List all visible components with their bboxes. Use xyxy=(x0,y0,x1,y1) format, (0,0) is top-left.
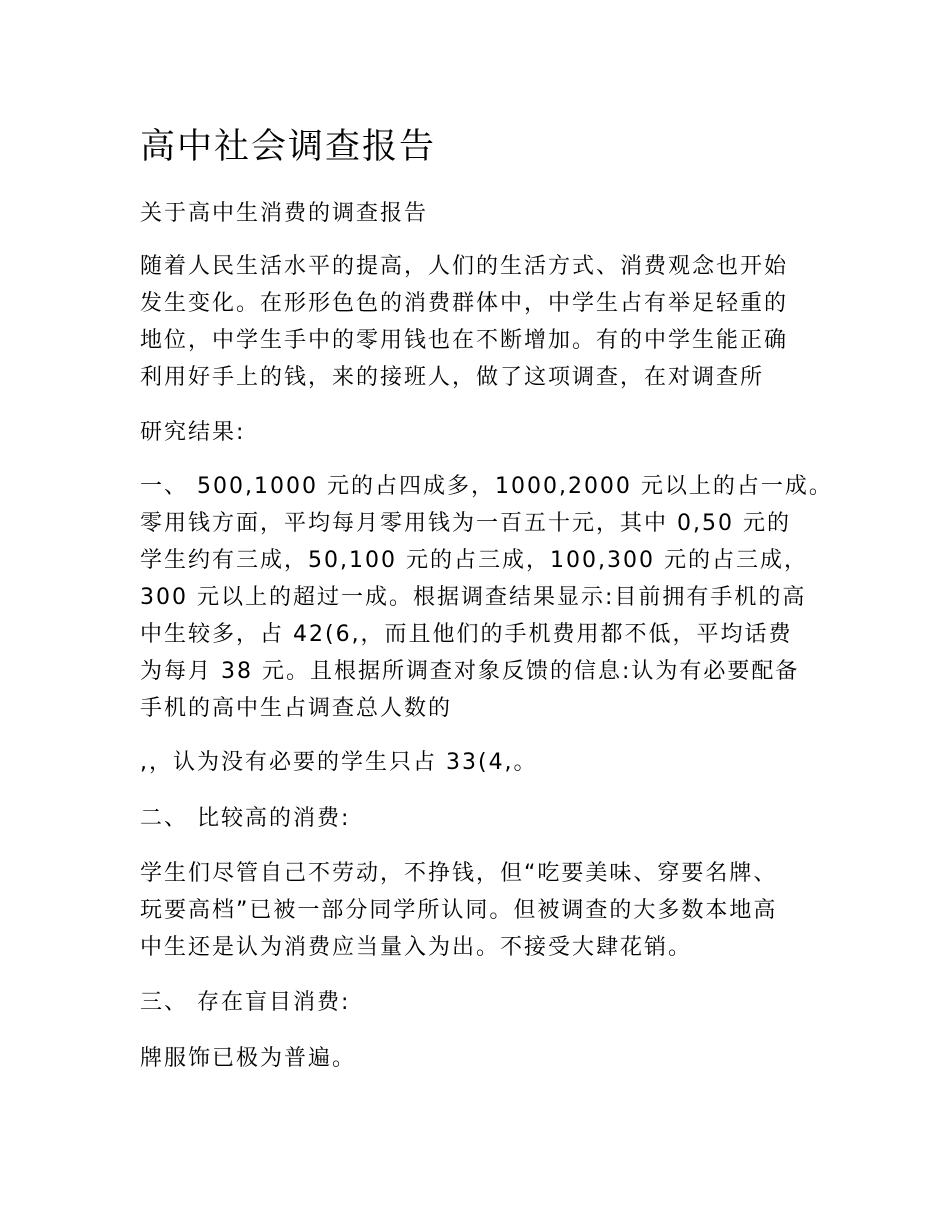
results-heading-text: 研究结果: xyxy=(140,420,246,445)
section2-heading xyxy=(140,800,820,837)
intro-line: 地位，中学生手中的零用钱也在不断增加。有的中学生能正确 xyxy=(140,328,789,353)
document-title: 高中社会调查报告 xyxy=(140,127,437,167)
section1-line: 零用钱方面，平均每月零用钱为一百五十元，其中 0,50 元的 xyxy=(140,511,791,536)
section2-paragraph xyxy=(140,855,820,966)
section2-line: 玩要高档”已被一部分同学所认同。但被调查的大多数本地高 xyxy=(140,898,778,923)
document-subtitle xyxy=(140,195,820,232)
section3-heading-text: 三、 存在盲目消费: xyxy=(140,990,351,1015)
intro-line: 随着人民生活水平的提高，人们的生活方式、消费观念也开始 xyxy=(140,254,789,279)
intro-line: 发生变化。在形形色色的消费群体中，中学生占有举足轻重的 xyxy=(140,291,789,316)
section1-line: 300 元以上的超过一成。根据调查结果显示:目前拥有手机的高 xyxy=(140,585,807,610)
section1-line: 为每月 38 元。且根据所调查对象反馈的信息:认为有必要配备 xyxy=(140,659,800,684)
section1-line: 一、 500,1000 元的占四成多，1000,2000 元以上的占一成。 xyxy=(140,474,833,499)
section1-line: 中生较多，占 42(6,，而且他们的手机费用都不低，平均话费 xyxy=(140,622,793,647)
section1-paragraph xyxy=(140,468,833,727)
subtitle-line: 关于高中生消费的调查报告 xyxy=(140,201,429,226)
section3-paragraph xyxy=(140,1040,820,1077)
section1-tail-text: ,，认为没有必要的学生只占 33(4,。 xyxy=(140,750,538,775)
section1-line: 学生约有三成，50,100 元的占三成，100,300 元的占三成， xyxy=(140,548,808,573)
intro-line: 利用好手上的钱，来的接班人，做了这项调查，在对调查所 xyxy=(140,365,765,390)
section3-line: 牌服饰已极为普遍。 xyxy=(140,1046,357,1071)
section2-heading-text: 二、 比较高的消费: xyxy=(140,806,351,831)
results-heading xyxy=(140,414,820,451)
section2-line: 学生们尽管自己不劳动，不挣钱，但“吃要美味、穿要名牌、 xyxy=(140,861,778,886)
section1-tail xyxy=(140,744,820,781)
section3-heading xyxy=(140,984,820,1021)
section1-line: 手机的高中生占调查总人数的 xyxy=(140,696,453,721)
intro-paragraph xyxy=(140,248,820,396)
section2-line: 中生还是认为消费应当量入为出。不接受大肆花销。 xyxy=(140,935,693,960)
